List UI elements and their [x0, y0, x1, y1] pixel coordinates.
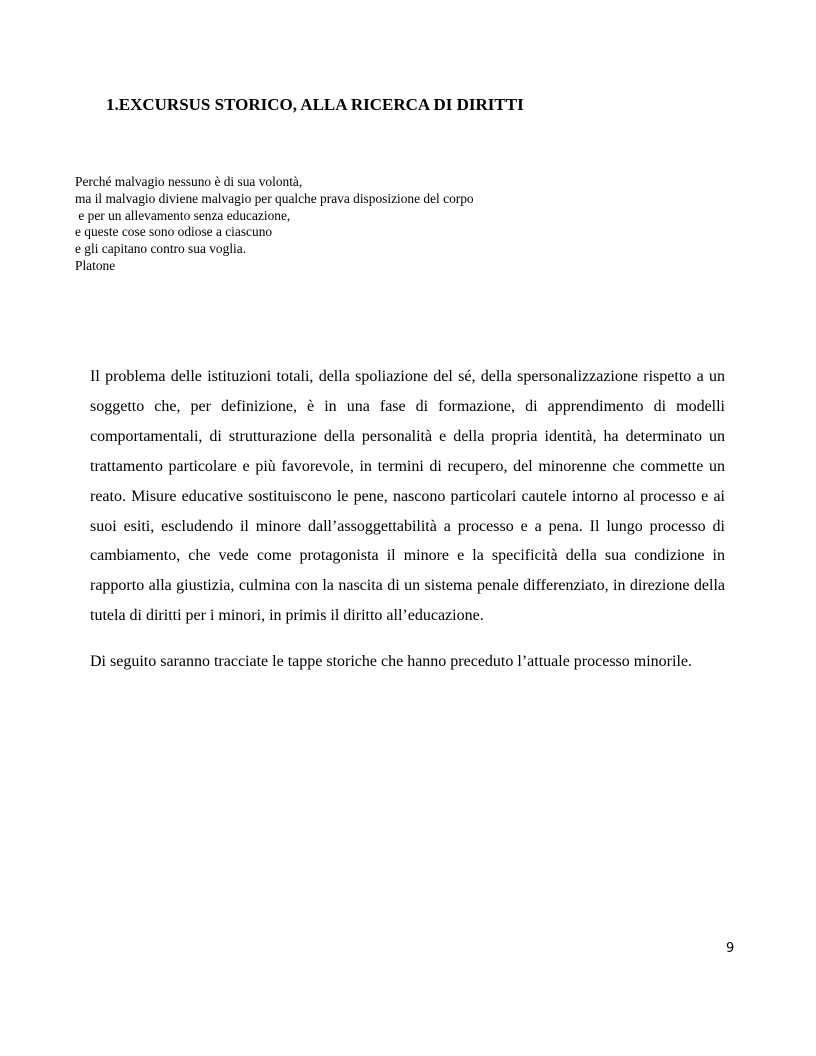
- chapter-title: 1.EXCURSUS STORICO, ALLA RICERCA DI DIRITTI: [106, 95, 524, 114]
- epigraph-line: e queste cose sono odiose a ciascuno: [75, 224, 273, 240]
- body-paragraph: Il problema delle istituzioni totali, della spoliazione del sé, della spersonalizzazione rispetto a un soggetto che, per definizione, è in una fase di formazione, di apprendimento di modelli comportamentali, di strutturazione della personalità e della propria identità, ha determinato un trattamento particolare e più favorevole, in termini di recupero, del minorenne che commette un reato. Misure educative sostituiscono le pene, nascono particolari cautele intorno al processo e ai suoi esiti, escludendo il minore dall’assoggettabilità a processo e a pena. Il lungo processo di cambiamento, che vede come protagonista il minore e la specificità della sua condizione in rapporto alla giustizia, culmina con la nascita di un sistema penale differenziato, in direzione della tutela di diritti per i minori, in primis il diritto all’educazione.: [90, 368, 725, 625]
- page-number: 9: [726, 941, 735, 956]
- epigraph-line: Perché malvagio nessuno è di sua volontà,: [75, 174, 303, 189]
- body-text: [90, 362, 725, 677]
- epigraph-author: Platone: [75, 257, 116, 273]
- epigraph-line: e per un allevamento senza educazione,: [75, 207, 291, 223]
- epigraph-line: ma il malvagio diviene malvagio per qualche prava disposizione del corpo: [75, 190, 474, 206]
- epigraph: [75, 174, 595, 275]
- body-paragraph: Di seguito saranno tracciate le tappe storiche che hanno preceduto l’attuale processo minorile.: [90, 653, 692, 671]
- epigraph-line: e gli capitano contro sua voglia.: [75, 241, 247, 257]
